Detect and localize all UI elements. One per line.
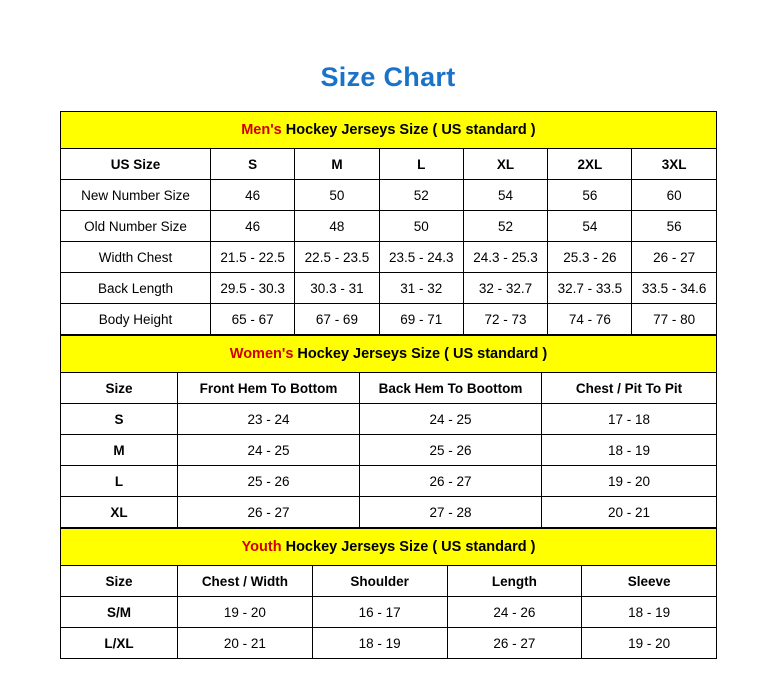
mens-row-0-cell-2: 50 <box>295 180 379 211</box>
mens-banner-accent: Men's <box>241 122 282 138</box>
womens-row-3-cell-3: 20 - 21 <box>542 497 717 528</box>
youth-header-row <box>61 566 717 597</box>
womens-banner-row <box>61 336 717 373</box>
youth-banner <box>61 529 717 566</box>
mens-row-3-cell-6: 33.5 - 34.6 <box>632 273 716 304</box>
mens-row-0-cell-1: 46 <box>211 180 295 211</box>
womens-row-0-cell-2: 24 - 25 <box>360 404 542 435</box>
mens-header-cell-2: M <box>295 149 379 180</box>
womens-row-0-label: S <box>61 404 178 435</box>
mens-row-2-cell-2: 22.5 - 23.5 <box>295 242 379 273</box>
womens-row-2-cell-1: 25 - 26 <box>178 466 360 497</box>
youth-row-0-cell-3: 24 - 26 <box>447 597 582 628</box>
mens-row-0-cell-5: 56 <box>548 180 632 211</box>
womens-header-cell-0: Size <box>61 373 178 404</box>
mens-row-4-cell-2: 67 - 69 <box>295 304 379 335</box>
mens-row-1-cell-6: 56 <box>632 211 716 242</box>
youth-row-0-cell-2: 16 - 17 <box>312 597 447 628</box>
youth-header-cell-2: Shoulder <box>312 566 447 597</box>
mens-row-1-cell-3: 50 <box>379 211 463 242</box>
womens-row-3-cell-2: 27 - 28 <box>360 497 542 528</box>
table-row <box>61 180 717 211</box>
youth-row-1-cell-3: 26 - 27 <box>447 628 582 659</box>
youth-row-0-label: S/M <box>61 597 178 628</box>
table-row <box>61 466 717 497</box>
mens-row-3-cell-5: 32.7 - 33.5 <box>548 273 632 304</box>
table-row <box>61 211 717 242</box>
table-row <box>61 597 717 628</box>
mens-row-3-cell-3: 31 - 32 <box>379 273 463 304</box>
mens-banner-row <box>61 112 717 149</box>
womens-row-0-cell-1: 23 - 24 <box>178 404 360 435</box>
youth-banner-row <box>61 529 717 566</box>
mens-header-cell-3: L <box>379 149 463 180</box>
table-row <box>61 242 717 273</box>
mens-row-3-cell-2: 30.3 - 31 <box>295 273 379 304</box>
mens-header-cell-1: S <box>211 149 295 180</box>
womens-banner <box>61 336 717 373</box>
womens-row-3-cell-1: 26 - 27 <box>178 497 360 528</box>
womens-row-1-cell-2: 25 - 26 <box>360 435 542 466</box>
youth-header-cell-4: Sleeve <box>582 566 717 597</box>
mens-banner <box>61 112 717 149</box>
youth-row-1-cell-1: 20 - 21 <box>178 628 313 659</box>
mens-row-4-label: Body Height <box>61 304 211 335</box>
youth-row-1-cell-2: 18 - 19 <box>312 628 447 659</box>
mens-row-2-cell-4: 24.3 - 25.3 <box>463 242 547 273</box>
mens-row-4-cell-4: 72 - 73 <box>463 304 547 335</box>
mens-row-0-cell-3: 52 <box>379 180 463 211</box>
mens-row-2-cell-6: 26 - 27 <box>632 242 716 273</box>
youth-banner-rest: Hockey Jerseys Size ( US standard ) <box>281 539 536 555</box>
mens-row-2-cell-5: 25.3 - 26 <box>548 242 632 273</box>
youth-row-1-cell-4: 19 - 20 <box>582 628 717 659</box>
table-row <box>61 435 717 466</box>
womens-header-cell-3: Chest / Pit To Pit <box>542 373 717 404</box>
womens-header-row <box>61 373 717 404</box>
youth-header-cell-1: Chest / Width <box>178 566 313 597</box>
youth-header-cell-0: Size <box>61 566 178 597</box>
mens-row-2-label: Width Chest <box>61 242 211 273</box>
mens-row-2-cell-3: 23.5 - 24.3 <box>379 242 463 273</box>
mens-row-1-label: Old Number Size <box>61 211 211 242</box>
page-title: Size Chart <box>320 62 456 92</box>
table-row <box>61 628 717 659</box>
youth-row-0-cell-1: 19 - 20 <box>178 597 313 628</box>
mens-row-4-cell-3: 69 - 71 <box>379 304 463 335</box>
youth-row-0-cell-4: 18 - 19 <box>582 597 717 628</box>
mens-header-cell-6: 3XL <box>632 149 716 180</box>
youth-banner-accent: Youth <box>241 539 282 555</box>
mens-row-1-cell-2: 48 <box>295 211 379 242</box>
size-tables <box>60 111 716 659</box>
womens-row-2-cell-3: 19 - 20 <box>542 466 717 497</box>
youth-size-table <box>60 528 717 659</box>
womens-row-3-label: XL <box>61 497 178 528</box>
mens-header-row <box>61 149 717 180</box>
mens-row-2-cell-1: 21.5 - 22.5 <box>211 242 295 273</box>
mens-row-1-cell-5: 54 <box>548 211 632 242</box>
mens-row-3-cell-4: 32 - 32.7 <box>463 273 547 304</box>
table-row <box>61 304 717 335</box>
table-row <box>61 497 717 528</box>
mens-row-3-label: Back Length <box>61 273 211 304</box>
womens-header-cell-1: Front Hem To Bottom <box>178 373 360 404</box>
mens-row-1-cell-4: 52 <box>463 211 547 242</box>
womens-row-2-label: L <box>61 466 178 497</box>
table-row <box>61 404 717 435</box>
mens-row-0-label: New Number Size <box>61 180 211 211</box>
youth-row-1-label: L/XL <box>61 628 178 659</box>
womens-size-table <box>60 335 717 528</box>
mens-row-1-cell-1: 46 <box>211 211 295 242</box>
mens-row-4-cell-5: 74 - 76 <box>548 304 632 335</box>
womens-row-1-label: M <box>61 435 178 466</box>
youth-header-cell-3: Length <box>447 566 582 597</box>
mens-size-table <box>60 111 717 335</box>
womens-banner-accent: Women's <box>229 346 294 362</box>
mens-header-cell-0: US Size <box>61 149 211 180</box>
mens-row-0-cell-4: 54 <box>463 180 547 211</box>
mens-row-4-cell-1: 65 - 67 <box>211 304 295 335</box>
womens-row-1-cell-3: 18 - 19 <box>542 435 717 466</box>
womens-row-1-cell-1: 24 - 25 <box>178 435 360 466</box>
mens-header-cell-5: 2XL <box>548 149 632 180</box>
mens-row-3-cell-1: 29.5 - 30.3 <box>211 273 295 304</box>
mens-row-0-cell-6: 60 <box>632 180 716 211</box>
mens-header-cell-4: XL <box>463 149 547 180</box>
womens-header-cell-2: Back Hem To Boottom <box>360 373 542 404</box>
mens-row-4-cell-6: 77 - 80 <box>632 304 716 335</box>
womens-row-2-cell-2: 26 - 27 <box>360 466 542 497</box>
womens-row-0-cell-3: 17 - 18 <box>542 404 717 435</box>
mens-banner-rest: Hockey Jerseys Size ( US standard ) <box>281 122 536 138</box>
table-row <box>61 273 717 304</box>
womens-banner-rest: Hockey Jerseys Size ( US standard ) <box>293 346 548 362</box>
